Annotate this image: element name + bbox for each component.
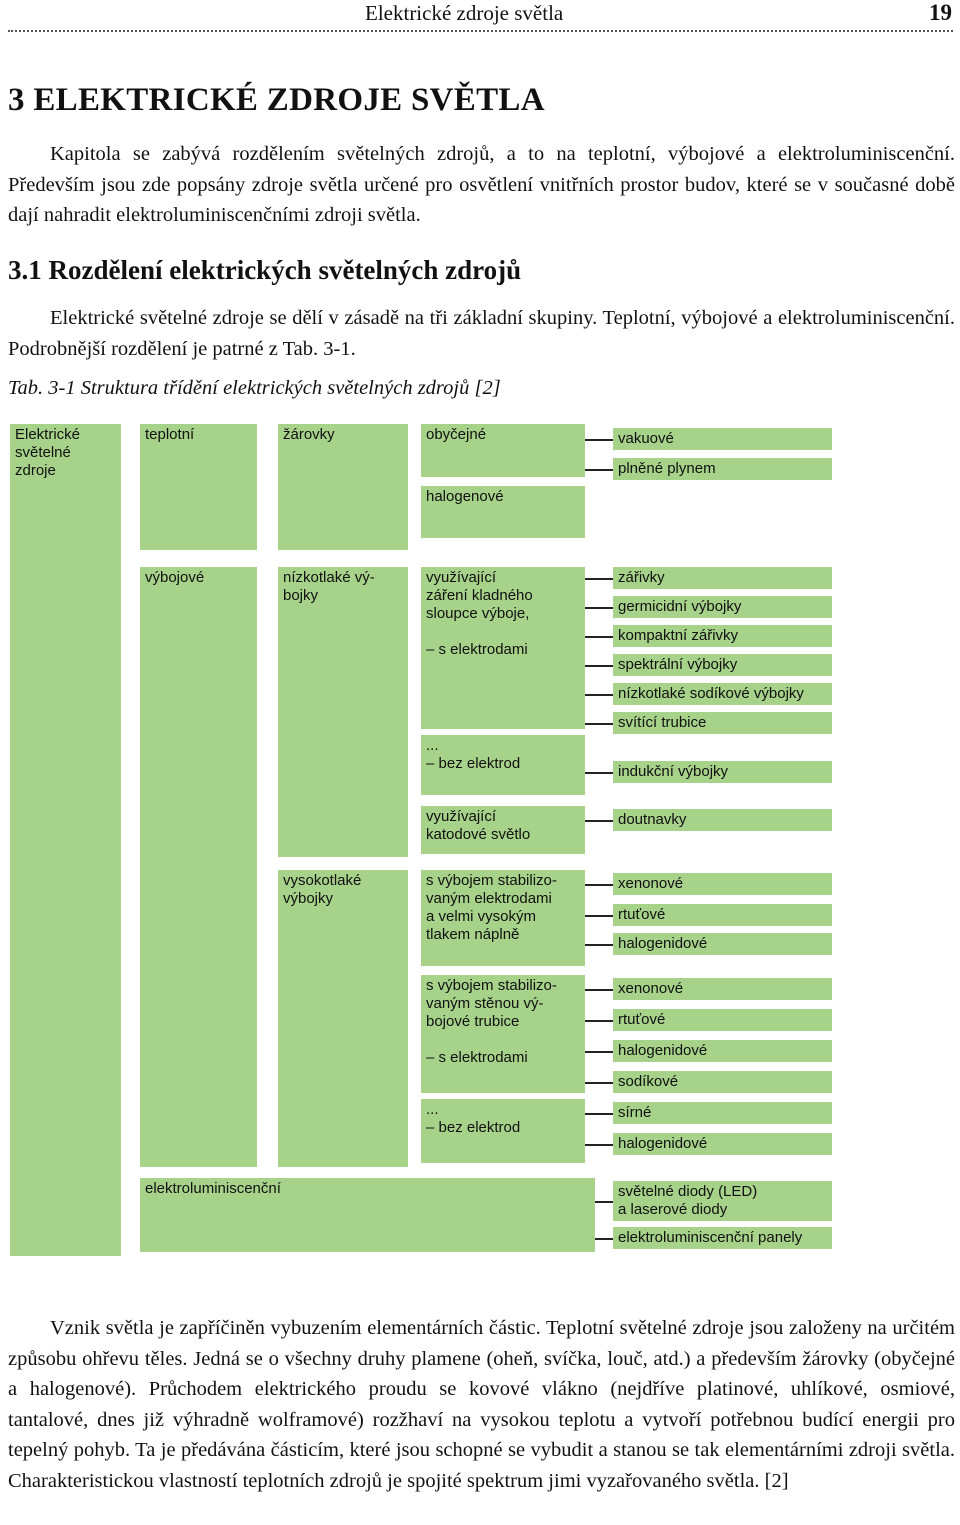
leaf-box xyxy=(613,933,832,955)
connector-line xyxy=(585,469,613,471)
leaf-box xyxy=(613,873,832,895)
leaf-label: spektrální výbojky xyxy=(618,656,738,673)
leaf-box xyxy=(613,1227,832,1249)
connector-line xyxy=(585,1082,613,1084)
sub-label: využívající katodové světlo xyxy=(426,808,531,843)
group-label: elektroluminiscenční xyxy=(145,1180,281,1197)
connector-line xyxy=(585,820,613,822)
sub-box-obycejne xyxy=(421,424,585,477)
type-label: nízkotlaké vý- bojky xyxy=(283,569,375,604)
sub-box-kladneho-sloupce xyxy=(421,567,585,729)
group-label: teplotní xyxy=(145,426,195,443)
root-box xyxy=(10,424,121,1256)
connector-line xyxy=(585,915,613,917)
leaf-label: doutnavky xyxy=(618,811,687,828)
leaf-label: světelné diody (LED) a laserové diody xyxy=(618,1183,758,1218)
intro-paragraph: Kapitola se zabývá rozdělením světelných zdrojů, a to na teplotní, výbojové a elektroluminiscenční. Především jsou zde popsány zdroje světla určené pro osvětlení vnitřních prostor budov, které se v současné době dají nahradit elektroluminiscenčními zdroji světla. xyxy=(8,143,955,226)
sub-box-stabil-stenou xyxy=(421,975,585,1093)
connector-line xyxy=(585,1144,613,1146)
leaf-box xyxy=(613,1040,832,1062)
leaf-box xyxy=(613,1133,832,1155)
connector-line xyxy=(585,884,613,886)
section-paragraph: Elektrické světelné zdroje se dělí v zásadě na tři základní skupiny. Teplotní, výbojové a elektroluminiscenční. Podrobnější rozdělení je patrné z Tab. 3-1. xyxy=(8,307,955,360)
type-box-zarovky xyxy=(278,424,408,550)
type-label: vysokotlaké výbojky xyxy=(283,872,362,907)
type-box-vysokotlake xyxy=(278,870,408,1167)
connector-line xyxy=(585,772,613,774)
table-caption: Tab. 3-1 Struktura třídění elektrických světelných zdrojů [2] xyxy=(8,377,501,399)
sub-label: s výbojem stabilizo- vaným elektrodami a velmi vysokým tlakem náplně xyxy=(426,872,557,943)
connector-line xyxy=(585,694,613,696)
leaf-label: rtuťové xyxy=(618,906,666,923)
connector-line xyxy=(585,989,613,991)
connector-line xyxy=(585,944,613,946)
leaf-label: svítící trubice xyxy=(618,714,707,731)
section-title: 3.1 Rozdělení elektrických světelných zdrojů xyxy=(8,255,522,285)
leaf-box xyxy=(613,428,832,450)
leaf-label: germicidní výbojky xyxy=(618,598,742,615)
sub-label: obyčejné xyxy=(426,426,487,443)
connector-line xyxy=(585,439,613,441)
root-label: Elektrické světelné zdroje xyxy=(15,426,81,479)
group-label: výbojové xyxy=(145,569,205,586)
running-header-title: Elektrické zdroje světla xyxy=(365,1,564,25)
leaf-box xyxy=(613,761,832,783)
sub-label: ... – bez elektrod xyxy=(426,737,521,772)
group-box-teplotni xyxy=(140,424,257,550)
connector-line xyxy=(585,636,613,638)
leaf-box xyxy=(613,458,832,480)
leaf-label: halogenidové xyxy=(618,935,708,952)
leaf-box xyxy=(613,596,832,618)
leaf-box xyxy=(613,1102,832,1124)
leaf-box xyxy=(613,1181,832,1221)
leaf-label: rtuťové xyxy=(618,1011,666,1028)
leaf-box xyxy=(613,683,832,705)
leaf-label: elektroluminiscenční panely xyxy=(618,1229,803,1246)
leaf-label: sodíkové xyxy=(618,1073,679,1090)
leaf-box xyxy=(613,567,832,589)
leaf-box xyxy=(613,904,832,926)
connector-line xyxy=(595,1201,613,1203)
leaf-label: xenonové xyxy=(618,980,684,997)
sub-box-katodove-svetlo xyxy=(421,806,585,854)
group-box-elektroluminiscencni xyxy=(140,1178,595,1252)
connector-line xyxy=(585,665,613,667)
leaf-label: halogenidové xyxy=(618,1135,708,1152)
leaf-box xyxy=(613,712,832,734)
group-box-vybojove xyxy=(140,567,257,1167)
leaf-label: indukční výbojky xyxy=(618,763,729,780)
leaf-label: zářivky xyxy=(618,569,665,586)
sub-box-bez-elektrod-2 xyxy=(421,1099,585,1163)
leaf-box xyxy=(613,625,832,647)
leaf-box xyxy=(613,1071,832,1093)
connector-line xyxy=(595,1238,613,1240)
leaf-label: nízkotlaké sodíkové výbojky xyxy=(618,685,804,702)
connector-line xyxy=(585,578,613,580)
connector-line xyxy=(585,1113,613,1115)
leaf-box xyxy=(613,978,832,1000)
sub-label: halogenové xyxy=(426,488,504,505)
connector-line xyxy=(585,607,613,609)
body-paragraph: Vznik světla je zapříčiněn vybuzením elementárních částic. Teplotní světelné zdroje jsou založeny na určitém způsobu ohřevu těles. Jedná se o všechny druhy plamene (oheň, svíčka, louč, atd.) a především žárovky (obyčejné a halogenové). Průchodem elektrického proudu se kovové vlákno (nejdříve platinové, uhlíkové, osmiové, tantalové, dnes již výhradně wolframové) rozžhaví na vysokou teplotu a vytvoří potřebnou budící energii pro tepelný pohyb. Ta je předávána částicím, které jsou schopné se vybudit a stanou se tak elementárními zdroji světla. Charakteristickou vlastností teplotních zdrojů je spojité spektrum jimi vyzařovaného světla. [2] xyxy=(8,1317,955,1492)
leaf-label: sírné xyxy=(618,1104,652,1121)
leaf-label: halogenidové xyxy=(618,1042,708,1059)
classification-table xyxy=(6,418,843,1256)
sub-label: s výbojem stabilizo- vaným stěnou vý- bojové trubice – s elektrodami xyxy=(426,977,557,1066)
leaf-label: xenonové xyxy=(618,875,684,892)
sub-box-stabil-elektrodami xyxy=(421,870,585,966)
leaf-box xyxy=(613,1009,832,1031)
type-box-nizkotlake xyxy=(278,567,408,857)
chapter-title: 3 ELEKTRICKÉ ZDROJE SVĚTLA xyxy=(8,82,545,118)
leaf-label: kompaktní zářivky xyxy=(618,627,739,644)
leaf-label: plněné plynem xyxy=(618,460,716,477)
sub-box-halogenove xyxy=(421,486,585,538)
page-number: 19 xyxy=(929,0,952,25)
type-label: žárovky xyxy=(283,426,335,443)
header-divider xyxy=(8,30,953,32)
leaf-box xyxy=(613,809,832,831)
sub-box-bez-elektrod xyxy=(421,735,585,795)
connector-line xyxy=(585,1051,613,1053)
sub-label: využívající záření kladného sloupce výboje, – s elektrodami xyxy=(426,569,533,658)
sub-label: ... – bez elektrod xyxy=(426,1101,521,1136)
leaf-label: vakuové xyxy=(618,430,674,447)
connector-line xyxy=(585,723,613,725)
connector-line xyxy=(585,1020,613,1022)
leaf-box xyxy=(613,654,832,676)
